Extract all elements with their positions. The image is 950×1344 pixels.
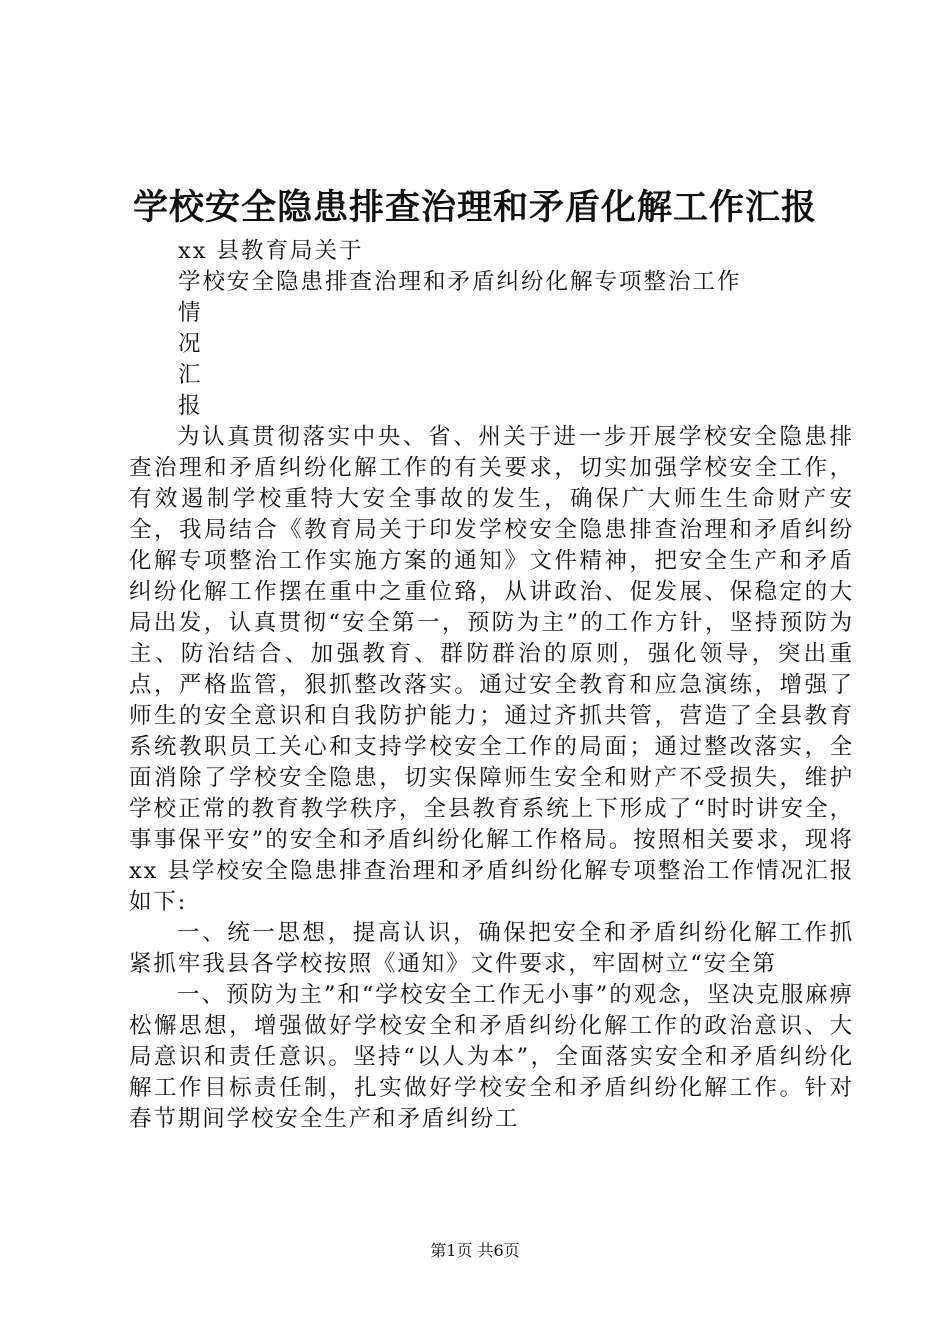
heading-line: 况	[178, 331, 203, 357]
heading-line: xx 县教育局关于	[178, 238, 364, 264]
heading-line: 报	[178, 393, 203, 419]
page-footer: 第1页 共6页	[430, 1241, 520, 1260]
body-paragraph: 为认真贯彻落实中央、省、州关于进一步开展学校安全隐患排查治理和矛盾纠纷化解工作的有关要求，切实加强学校安全工作，有效遏制学校重特大安全事故的发生，确保广大师生生命财产安全，我局结合《教育局关于印发学校安全隐患排查治理和矛盾纠纷化解专项整治工作实施方案的通知》文件精神，把安全生产和矛盾纠纷化解工作摆在重中之重位臵，从讲政治、促发展、保稳定的大局出发，认真贯彻“安全第一，预防为主”的工作方针，坚持预防为主、防治结合、加强教育、群防群治的原则，强化领导，突出重点，严格监管，狠抓整改落实。通过安全教育和应急演练，增强了师生的安全意识和自我防护能力；通过齐抓共管，营造了全县教育系统教职员工关心和支持学校安全工作的局面；通过整改落实，全面消除了学校安全隐患，切实保障师生安全和财产不受损失，维护学校正常的教育教学秩序，全县教育系统上下形成了“时时讲安全，事事保平安”的安全和矛盾纠纷化解工作格局。按照相关要求，现将 xx 县学校安全隐患排查治理和矛盾纠纷化解专项整治工作情况汇报如下:	[129, 424, 854, 915]
heading-line: 学校安全隐患排查治理和矛盾纠纷化解专项整治工作	[178, 269, 742, 295]
report-heading	[178, 236, 742, 422]
body-paragraph: 一、预防为主”和“学校安全工作无小事”的观念，坚决克服麻痹松懈思想，增强做好学校安全和矛盾纠纷化解工作的政治意识、大局意识和责任意识。坚持“以人为本”，全面落实安全和矛盾纠纷化解工作目标责任制，扎实做好学校安全和矛盾纠纷化解工作。针对春节期间学校安全生产和矛盾纠纷工	[129, 982, 854, 1132]
heading-line: 情	[178, 300, 203, 326]
body-paragraph: 一、统一思想，提高认识，确保把安全和矛盾纠纷化解工作抓紧抓牢我县各学校按照《通知》文件要求，牢固树立“安全第	[129, 920, 854, 977]
heading-line: 汇	[178, 362, 203, 388]
document-title: 学校安全隐患排查治理和矛盾化解工作汇报	[132, 187, 817, 228]
document-body	[129, 422, 854, 1135]
